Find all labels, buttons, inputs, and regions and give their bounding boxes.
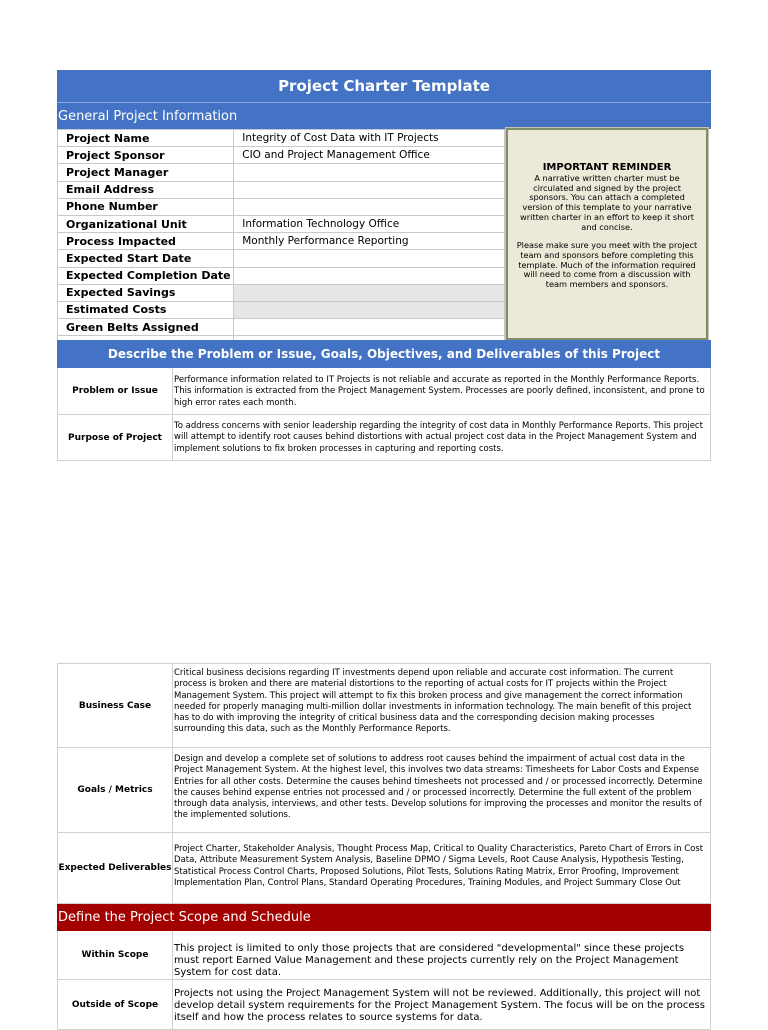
row-label: Business Case [58, 664, 173, 747]
info-row [58, 181, 505, 198]
purpose-row [57, 415, 711, 461]
row-label: Expected Deliverables [58, 833, 173, 903]
row-label: Goals / Metrics [58, 748, 173, 832]
info-value [234, 284, 505, 301]
info-value [234, 267, 505, 284]
info-value [234, 301, 505, 318]
info-label: Expected Savings [58, 284, 234, 301]
info-label: Estimated Costs [58, 301, 234, 318]
info-row [58, 215, 505, 232]
deliverables-row [57, 833, 711, 904]
row-label: Outside of Scope [58, 980, 173, 1029]
reminder-paragraph-2: Please make sure you meet with the project team and sponsors before completing this template. Much of the information required will need to come from a discussion with team members and sponsors. [516, 240, 698, 290]
info-label: Process Impacted [58, 233, 234, 250]
info-value [234, 198, 505, 215]
problem-row [57, 368, 711, 415]
info-row [58, 284, 505, 301]
row-label: Purpose of Project [58, 415, 173, 460]
info-row [58, 319, 505, 336]
info-value: CIO and Project Management Office [234, 147, 505, 164]
info-label: Project Sponsor [58, 147, 234, 164]
info-row [58, 267, 505, 284]
info-label: Organizational Unit [58, 215, 234, 232]
info-row [58, 301, 505, 318]
row-text: Performance information related to IT Projects is not reliable and accurate as reported in the Monthly Performance Reports. This information is extracted from the Project Management System. Processes are poorly defined, inconsistent, and prone to high error rates each month. [174, 375, 705, 408]
info-value [234, 164, 505, 181]
row-text: Critical business decisions regarding IT investments depend upon reliable and accurate cost information. The current process is broken and there are material distortions to the reporting of actual costs for IT projects within the Project Management System. This project will attempt to fix this broken process and give management the correct information needed for properly managing multi-million dollar investments in information technology. The main benefit of this project has to do with improving the integrity of critical business data and the corresponding decision making processes surrounding this data, such as the Monthly Performance Reports. [174, 668, 692, 735]
row-text: Projects not using the Project Management System will not be reviewed. Additionally, this project will not develop detail system requirements for the Project Management System. The focus will be on the process itself and how the process relates to source systems for data. [174, 988, 705, 1023]
outside-scope-row [57, 980, 711, 1030]
info-row [58, 164, 505, 181]
row-label: Problem or Issue [58, 368, 173, 414]
info-value [234, 319, 505, 336]
info-label: Project Manager [58, 164, 234, 181]
info-value [234, 181, 505, 198]
info-value [234, 250, 505, 267]
row-text: Design and develop a complete set of solutions to address root causes behind the impairment of actual cost data in the Project Management System. At the highest level, this involves two data streams: Timesheets for Labor Costs and Expense Entries for all other costs. Determine the causes behind timesheets not processed and / or processed incorrectly. Determine the causes behind expense entries not processed and / or processed incorrectly. Determine the full extent of the problem through data analysis, interviews, and other tests. Develop solutions for improving the processes and monitor the results of the implemented solutions. [174, 754, 703, 821]
info-value: Information Technology Office [234, 215, 505, 232]
info-label: Email Address [58, 181, 234, 198]
info-row [58, 147, 505, 164]
row-text: Project Charter, Stakeholder Analysis, Thought Process Map, Critical to Quality Characteristics, Pareto Chart of Errors in Cost Data, Attribute Measurement System Analysis, Baseline DPMO / Sigma Levels, Root Cause Analysis, Hypothesis Testing, Statistical Process Control Charts, Proposed Solutions, Pilot Tests, Solutions Rating Matrix, Error Proofing, Improvement Implementation Plan, Control Plans, Standard Operating Procedures, Training Modules, and Project Summary Close Out [174, 844, 704, 888]
row-label: Within Scope [58, 931, 173, 979]
reminder-title: IMPORTANT REMINDER [542, 162, 672, 173]
info-row [58, 198, 505, 215]
row-text: To address concerns with senior leadership regarding the integrity of cost data in Monthly Performance Reports. This project will attempt to identify root causes behind distortions with actual project cost data in the Project Management System and implement solutions to fix broken processes in capturing and reporting costs. [174, 421, 703, 454]
problem-section-header: Describe the Problem or Issue, Goals, Objectives, and Deliverables of this Project [57, 340, 711, 368]
info-label: Expected Completion Date [58, 267, 234, 284]
info-row [58, 130, 505, 147]
page-title: Project Charter Template [57, 70, 711, 102]
info-row [58, 233, 505, 250]
important-reminder-box [506, 128, 708, 340]
scope-section-header: Define the Project Scope and Schedule [57, 904, 711, 931]
within-scope-row [57, 931, 711, 980]
info-label: Green Belts Assigned [58, 319, 234, 336]
business-case-row [57, 663, 711, 748]
reminder-paragraph-1: A narrative written charter must be circulated and signed by the project sponsors. You can attach a completed version of this template to your narrative written charter in an effort to keep it short and concise. [520, 173, 694, 232]
info-label: Expected Start Date [58, 250, 234, 267]
general-info-header: General Project Information [57, 102, 711, 129]
info-value: Integrity of Cost Data with IT Projects [234, 130, 505, 147]
info-label: Project Name [58, 130, 234, 147]
goals-row [57, 748, 711, 833]
info-value: Monthly Performance Reporting [234, 233, 505, 250]
row-text: This project is limited to only those projects that are considered "developmental" since these projects must report Earned Value Management and these projects currently rely on the Project Management System for cost data. [174, 943, 685, 978]
general-info-table [57, 129, 505, 353]
info-label: Phone Number [58, 198, 234, 215]
info-row [58, 250, 505, 267]
